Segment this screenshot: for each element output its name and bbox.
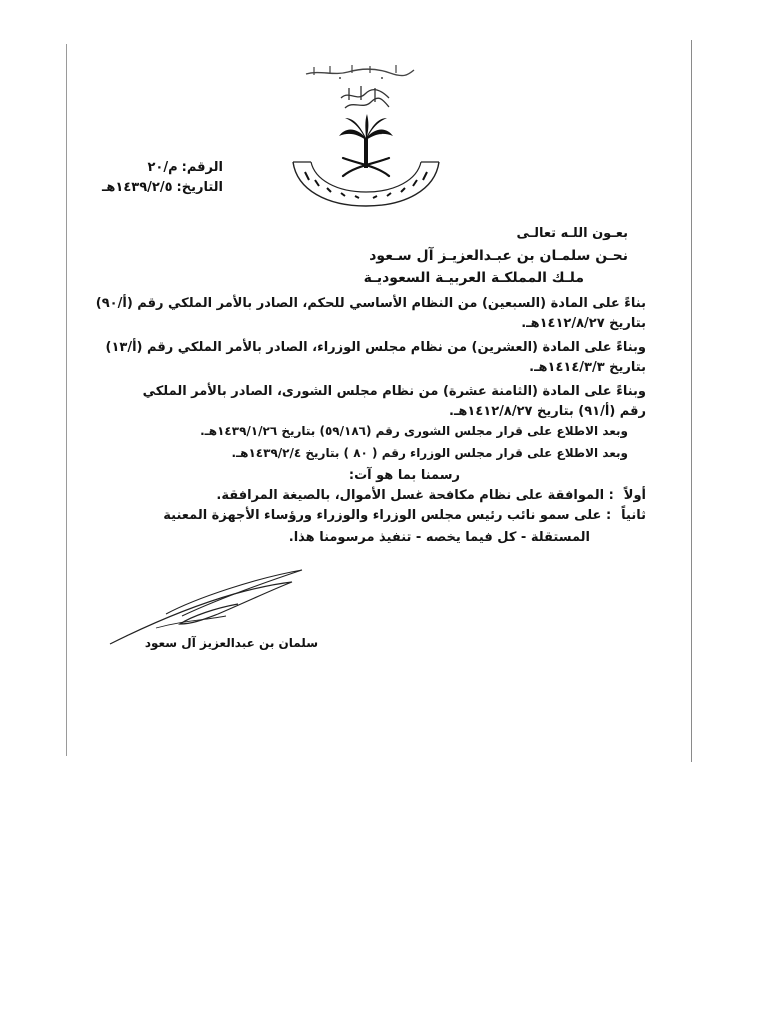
article-second	[163, 508, 646, 523]
emblem-ring-text	[305, 172, 427, 198]
page-right-edge	[691, 40, 692, 762]
preamble-line-8: وبعد الاطلاع على قرار مجلس الوزراء رقم ( ٨٠ ) بتاريخ ١٤٣٩/٢/٤هـ.	[231, 446, 628, 460]
opening-invocation: بعـون اللـه تعالـى	[516, 226, 628, 241]
preamble-line-7: وبعد الاطلاع على قرار مجلس الشورى رقم (٥٩/١٨٦) بتاريخ ١٤٣٩/١/٢٦هـ.	[200, 424, 628, 438]
article-label: أولاً	[623, 488, 646, 503]
opening-king-title: ملـك المملكـة العربيـة السعوديـة	[363, 270, 584, 286]
ref-date-value: ١٤٣٩/٢/٥هـ	[101, 180, 173, 195]
shahada-calligraphy	[341, 86, 389, 108]
ref-date-row	[102, 178, 223, 198]
decree-intro: رسمنا بما هو آت:	[348, 468, 460, 483]
preamble-line-6: رقم (أ/٩١) بتاريخ ١٤١٢/٨/٢٧هـ.	[449, 404, 646, 419]
ref-number-value: م/٢٠	[147, 160, 178, 175]
preamble-line-2: بتاريخ ١٤١٢/٨/٢٧هـ.	[521, 316, 646, 331]
preamble-line-1: بناءً على المادة (السبعين) من النظام الأساسي للحكم، الصادر بالأمر الملكي رقم (أ/٩٠)	[95, 296, 646, 311]
preamble-line-5: وبناءً على المادة (الثامنة عشرة) من نظام مجلس الشورى، الصادر بالأمر الملكي	[142, 384, 646, 399]
ref-date-label: التاريخ:	[176, 180, 223, 195]
article-first	[216, 488, 646, 503]
article-text: : الموافقة على نظام مكافحة غسل الأموال، بالصيغة المرافقة.	[216, 488, 614, 503]
reference-block	[102, 158, 223, 198]
page-left-edge	[66, 44, 67, 756]
article-second-continuation: المستقلة - كل فيما يخصه - تنفيذ مرسومنا هذا.	[288, 530, 590, 545]
article-text: : على سمو نائب رئيس مجلس الوزراء والوزراء ورؤساء الأجهزة المعنية	[163, 508, 612, 523]
saudi-emblem-icon	[283, 80, 449, 210]
preamble-line-3: وبناءً على المادة (العشرين) من نظام مجلس الوزراء، الصادر بالأمر الملكي رقم (أ/١٣)	[105, 340, 646, 355]
ref-number-row	[102, 158, 223, 178]
preamble-line-4: بتاريخ ١٤١٤/٣/٣هـ.	[529, 360, 646, 375]
article-label: ثانياً	[621, 508, 646, 523]
signer-name: سلمان بن عبدالعزيز آل سعود	[144, 636, 318, 650]
emblem-ring	[293, 162, 439, 206]
opening-king-name: نحـن سلمـان بن عبـدالعزيـز آل سـعود	[369, 248, 628, 264]
ref-number-label: الرقم:	[181, 160, 223, 175]
basmala-calligraphy	[300, 58, 420, 82]
